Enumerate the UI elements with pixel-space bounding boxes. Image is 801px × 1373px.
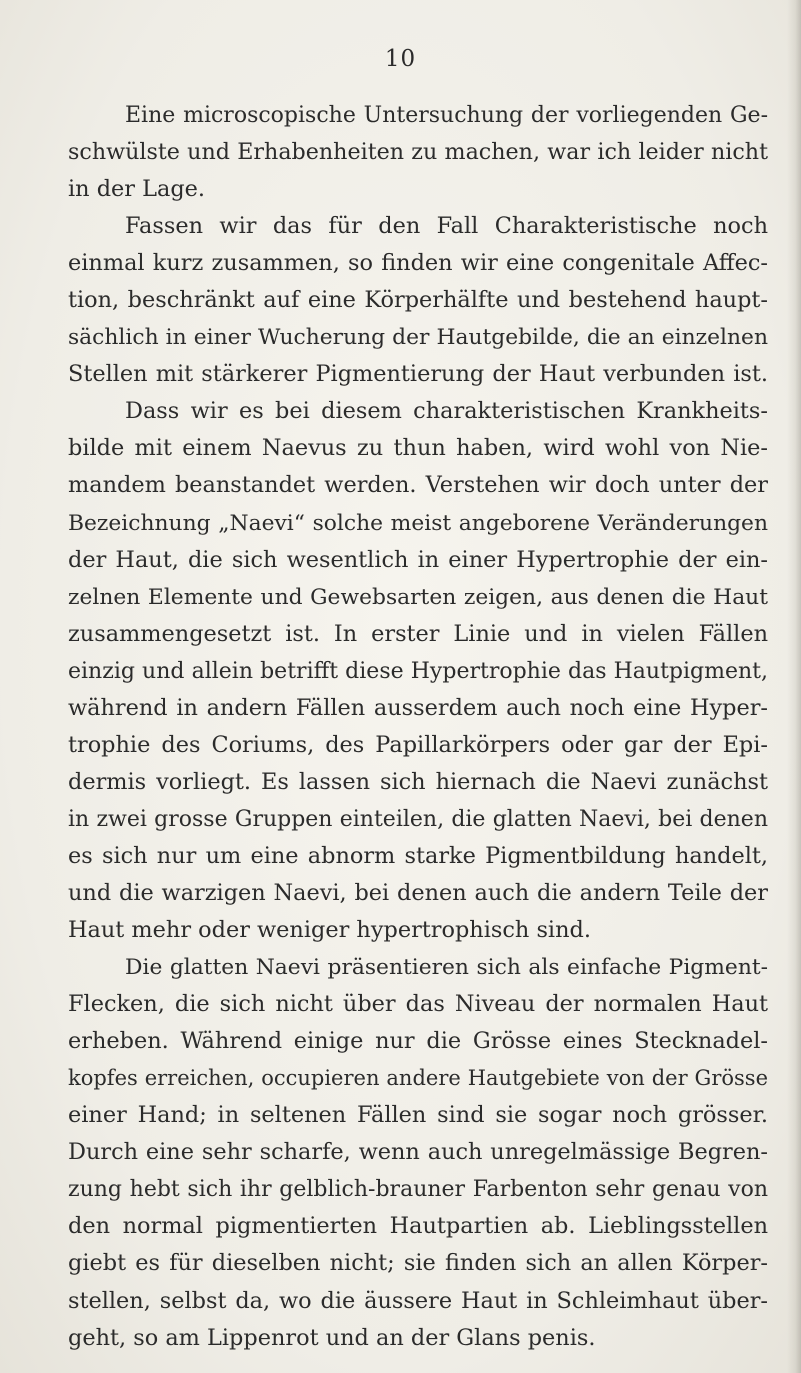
text-line: Dass wir es bei diesem charakteristischen Krankheits- [125,398,768,425]
text-line: giebt es für dieselben nicht; sie finden sich an allen Körper- [68,1250,768,1277]
text-line: bilde mit einem Naevus zu thun haben, wird wohl von Nie- [68,435,768,462]
text-line: Haut mehr oder weniger hypertrophisch sind. [68,917,591,944]
text-line: Bezeichnung „Naevi“ solche meist angeborene Veränderungen [68,510,768,536]
text-line: zung hebt sich ihr gelblich-brauner Farbenton sehr genau von [68,1177,768,1203]
text-line: den normal pigmentierten Hautpartien ab. Lieblingsstellen [68,1213,768,1240]
text-line: mandem beanstandet werden. Verstehen wir doch unter der [68,472,768,499]
text-line: einer Hand; in seltenen Fällen sind sie sogar noch grösser. [68,1102,768,1129]
text-line: Fassen wir das für den Fall Charakteristische noch [125,213,768,240]
text-line: in der Lage. [68,176,206,203]
body-text [68,97,768,1357]
text-line: dermis vorliegt. Es lassen sich hiernach die Naevi zunächst [68,768,768,795]
text-line: Stellen mit stärkerer Pigmentierung der Haut verbunden ist. [68,361,768,388]
text-line: einmal kurz zusammen, so finden wir eine congenitale Affec- [68,250,768,277]
text-line: einzig und allein betrifft diese Hypertrophie das Hautpigment, [68,658,768,684]
text-line: und die warzigen Naevi, bei denen auch die andern Teile der [68,879,768,906]
text-line: zusammengesetzt ist. In erster Linie und in vielen Fällen [68,620,768,647]
text-line: Flecken, die sich nicht über das Niveau der normalen Haut [68,991,768,1018]
text-line: sächlich in einer Wucherung der Hautgebilde, die an einzelnen [68,325,768,351]
text-line: kopfes erreichen, occupieren andere Hautgebiete von der Grösse [68,1066,768,1091]
page-number: 10 [384,46,417,72]
text-line: geht, so am Lippenrot und an der Glans penis. [68,1324,596,1351]
text-line: erheben. Während einige nur die Grösse eines Stecknadel- [68,1028,768,1055]
text-line: während in andern Fällen ausserdem auch noch eine Hyper- [68,694,768,721]
text-line: in zwei grosse Gruppen einteilen, die glatten Naevi, bei denen [68,806,768,832]
text-line: Durch eine sehr scharfe, wenn auch unregelmässige Begren- [68,1139,768,1166]
text-line: trophie des Coriums, des Papillarkörpers oder gar der Epi- [68,731,768,758]
text-line: stellen, selbst da, wo die äussere Haut in Schleimhaut über- [68,1287,768,1314]
text-line: Die glatten Naevi präsentieren sich als einfache Pigment- [125,955,768,981]
page-edge-shadow [787,0,801,1373]
text-line: es sich nur um eine abnorm starke Pigmentbildung handelt, [68,842,768,869]
text-line: Eine microscopische Untersuchung der vorliegenden Ge- [125,103,768,128]
text-line: zelnen Elemente und Gewebsarten zeigen, aus denen die Haut [68,584,768,610]
text-line: der Haut, die sich wesentlich in einer Hypertrophie der ein- [68,546,768,573]
text-line: tion, beschränkt auf eine Körperhälfte und bestehend haupt- [68,287,768,314]
text-line: schwülste und Erhabenheiten zu machen, war ich leider nicht [68,139,768,166]
